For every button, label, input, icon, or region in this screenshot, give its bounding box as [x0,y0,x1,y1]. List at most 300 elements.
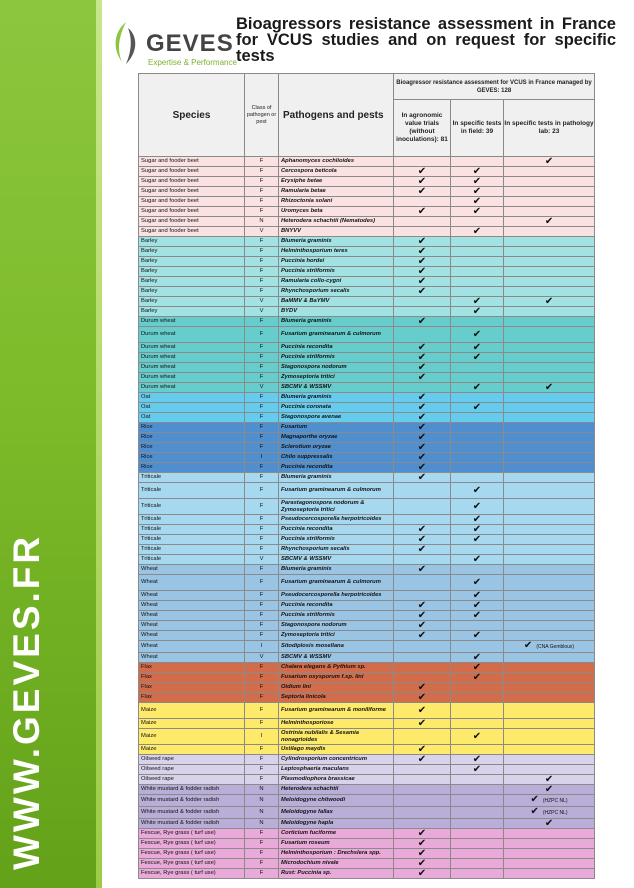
species-cell [139,423,245,433]
field-check-cell [451,453,504,463]
field-check-cell [451,849,504,859]
pathogen-text: Microdochium nivale [281,860,339,866]
lab-check-cell [504,413,595,423]
table-row [139,403,595,413]
species-text: Durum wheat [141,354,176,360]
table-row [139,525,595,535]
table-row [139,869,595,879]
species-cell [139,343,245,353]
lab-check-cell [504,719,595,729]
species-text: Triticale [141,503,162,509]
species-cell [139,453,245,463]
class-text: F [259,830,264,836]
checkmark-icon: ✔ [417,256,427,267]
pathogen-text: Erysiphe betae [281,178,323,184]
class-text: F [259,602,264,608]
column-header-field: In specific tests in field: 39 [451,100,504,157]
class-cell [245,433,279,443]
species-text: Wheat [141,612,158,618]
lab-check-cell [504,575,595,591]
class-cell [245,297,279,307]
species-cell [139,719,245,729]
checkmark-icon: ✔ [417,600,427,611]
checkmark-icon: ✔ [417,534,427,545]
checkmark-icon: ✔ [472,600,482,611]
species-cell [139,207,245,217]
pathogen-cell [279,535,394,545]
table-row [139,287,595,297]
field-check-cell [451,653,504,663]
lab-check-cell [504,187,595,197]
class-cell [245,327,279,343]
lab-check-cell [504,591,595,601]
class-text: F [259,632,264,638]
field-check-cell [451,819,504,829]
species-text: Sugar and fooder beet [141,198,199,204]
checkmark-icon: ✔ [472,186,482,197]
class-text: V [259,556,264,562]
lab-check-cell [504,217,595,227]
species-cell [139,729,245,745]
agronomic-check-cell [394,227,451,237]
species-text: Durum wheat [141,318,176,324]
pathogen-cell [279,443,394,453]
class-text: F [259,238,264,244]
agronomic-check-cell [394,869,451,879]
class-cell [245,207,279,217]
pathogen-cell [279,257,394,267]
species-cell [139,859,245,869]
class-text: I [260,643,263,649]
species-text: Flax [141,694,152,700]
class-cell [245,819,279,829]
lab-check-cell [504,545,595,555]
class-cell [245,237,279,247]
pathogen-cell [279,611,394,621]
field-check-cell [451,373,504,383]
class-cell [245,197,279,207]
pathogen-text: Helminthosporium : Drechslera spp. [281,850,381,856]
class-cell [245,393,279,403]
checkmark-icon: ✔ [523,640,533,651]
agronomic-check-cell [394,197,451,207]
species-text: Triticale [141,536,162,542]
checkmark-icon: ✔ [472,731,482,742]
table-row [139,703,595,719]
pathogen-cell [279,217,394,227]
species-cell [139,317,245,327]
pathogen-text: Puccinia striiformis [281,612,335,618]
table-row [139,555,595,565]
species-text: Wheat [141,602,158,608]
class-text: F [259,474,264,480]
pathogen-text: Puccinia hordei [281,258,325,264]
agronomic-check-cell [394,729,451,745]
agronomic-check-cell [394,565,451,575]
species-cell [139,473,245,483]
agronomic-check-cell [394,277,451,287]
class-cell [245,703,279,719]
species-cell [139,641,245,653]
species-cell [139,217,245,227]
sidebar-band [0,0,100,888]
species-cell [139,297,245,307]
species-text: Wheat [141,654,158,660]
species-text: Rice [141,464,153,470]
class-cell [245,683,279,693]
agronomic-check-cell [394,353,451,363]
table-row [139,227,595,237]
class-cell [245,775,279,785]
agronomic-check-cell [394,745,451,755]
checkmark-icon: ✔ [417,848,427,859]
checkmark-icon: ✔ [472,610,482,621]
species-cell [139,307,245,317]
pathogen-cell [279,483,394,499]
agronomic-check-cell [394,433,451,443]
table-row [139,611,595,621]
table-row [139,545,595,555]
class-cell [245,575,279,591]
lab-check-cell [504,515,595,525]
pathogen-text: Fusarium roseum [281,840,330,846]
checkmark-icon: ✔ [417,858,427,869]
pathogen-cell [279,307,394,317]
pathogen-text: Puccinia striiformis [281,268,335,274]
agronomic-check-cell [394,177,451,187]
species-cell [139,373,245,383]
class-text: F [259,198,264,204]
checkmark-icon: ✔ [417,236,427,247]
class-cell [245,287,279,297]
species-text: Barley [141,268,158,274]
table-row [139,483,595,499]
field-check-cell [451,535,504,545]
field-check-cell [451,525,504,535]
table-row [139,849,595,859]
species-cell [139,819,245,829]
pathogen-cell [279,423,394,433]
agronomic-check-cell [394,775,451,785]
class-cell [245,277,279,287]
lab-check-cell [504,483,595,499]
pathogen-cell [279,565,394,575]
pathogen-cell [279,463,394,473]
class-text: F [259,526,264,532]
field-check-cell [451,869,504,879]
checkmark-icon: ✔ [544,296,554,307]
checkmark-icon: ✔ [544,156,554,167]
field-check-cell [451,423,504,433]
class-text: F [259,268,264,274]
checkmark-icon: ✔ [472,329,482,340]
species-text: Sugar and fooder beet [141,228,199,234]
table-row [139,729,595,745]
field-check-cell [451,765,504,775]
field-check-cell [451,565,504,575]
agronomic-check-cell [394,217,451,227]
checkmark-icon: ✔ [417,524,427,535]
field-check-cell [451,703,504,719]
class-cell [245,343,279,353]
species-cell [139,483,245,499]
table-row [139,765,595,775]
agronomic-check-cell [394,157,451,167]
pathogen-text: Blumeria graminis [281,318,332,324]
agronomic-check-cell [394,545,451,555]
table-row [139,393,595,403]
page-title: Bioagressors resistance assessment in France for VCUS studies and on request for specific tests [236,15,616,65]
species-text: Maize [141,707,157,713]
class-cell [245,745,279,755]
agronomic-check-cell [394,555,451,565]
class-text: F [259,503,264,509]
class-text: F [259,566,264,572]
pathogen-cell [279,177,394,187]
column-header-class: Class of pathogen or pest [245,74,279,157]
pathogen-text: Corticium fuciforme [281,830,337,836]
lab-check-cell [504,403,595,413]
checkmark-icon: ✔ [417,754,427,765]
pathogen-text: Heterodera schachtii [281,786,339,792]
lab-check-cell [504,463,595,473]
lab-check-cell [504,795,595,807]
class-text: F [259,579,264,585]
field-check-cell [451,287,504,297]
lab-check-cell [504,277,595,287]
lab-check-cell [504,177,595,187]
brand-tagline: Expertise & Performance [148,58,237,67]
checkmark-icon: ✔ [417,564,427,575]
checkmark-icon: ✔ [472,485,482,496]
species-text: White mustard & fodder radish [141,820,220,826]
field-check-cell [451,277,504,287]
pathogen-cell [279,807,394,819]
pathogen-cell [279,621,394,631]
table-row [139,307,595,317]
table-row [139,795,595,807]
class-text: F [259,288,264,294]
website-url[interactable]: WWW.GEVES.FR [6,533,47,870]
class-cell [245,483,279,499]
table-row [139,663,595,673]
class-text: F [259,516,264,522]
table-row [139,839,595,849]
checkmark-icon: ✔ [472,554,482,565]
pathogen-text: Puccinia striiformis [281,536,335,542]
table-row [139,673,595,683]
species-cell [139,247,245,257]
field-check-cell [451,807,504,819]
table-row [139,621,595,631]
species-text: Wheat [141,566,158,572]
class-text: F [259,178,264,184]
agronomic-check-cell [394,247,451,257]
species-cell [139,545,245,555]
pathogen-text: Fusarium [281,424,308,430]
class-cell [245,187,279,197]
class-text: V [259,228,264,234]
species-text: Wheat [141,632,158,638]
pathogen-cell [279,499,394,515]
lab-check-cell [504,849,595,859]
checkmark-icon: ✔ [472,524,482,535]
agronomic-check-cell [394,703,451,719]
lab-check-cell [504,353,595,363]
species-cell [139,591,245,601]
pathogen-cell [279,719,394,729]
pathogen-cell [279,839,394,849]
pathogen-text: Rhizoctonia solani [281,198,333,204]
species-cell [139,277,245,287]
table-row [139,257,595,267]
species-cell [139,393,245,403]
pathogen-text: Chalara elegans & Pythium sp. [281,664,366,670]
agronomic-check-cell [394,317,451,327]
agronomic-check-cell [394,499,451,515]
table-row [139,591,595,601]
table-row [139,829,595,839]
species-cell [139,463,245,473]
lab-check-cell [504,343,595,353]
species-cell [139,403,245,413]
species-text: Sugar and fooder beet [141,158,199,164]
class-cell [245,765,279,775]
pathogen-cell [279,765,394,775]
pathogen-text: Blumeria graminis [281,566,332,572]
pathogen-text: Septoria linicola [281,694,326,700]
agronomic-check-cell [394,267,451,277]
checkmark-icon: ✔ [472,382,482,393]
field-check-cell [451,217,504,227]
lab-check-cell [504,535,595,545]
species-text: Flax [141,684,152,690]
checkmark-icon: ✔ [417,472,427,483]
species-text: Oilseed rape [141,776,174,782]
species-cell [139,157,245,167]
agronomic-check-cell [394,443,451,453]
class-text: V [259,384,264,390]
pathogen-text: Leptosphaeria maculans [281,766,349,772]
species-text: Wheat [141,592,158,598]
species-cell [139,745,245,755]
class-text: F [259,756,264,762]
pathogen-cell [279,745,394,755]
pathogen-text: Helminthosporiose [281,720,334,726]
pathogen-cell [279,795,394,807]
lab-check-cell [504,703,595,719]
class-cell [245,829,279,839]
class-cell [245,403,279,413]
class-cell [245,631,279,641]
pathogen-cell [279,775,394,785]
agronomic-check-cell [394,515,451,525]
agronomic-check-cell [394,641,451,653]
class-text: N [259,797,264,803]
species-cell [139,621,245,631]
table-row [139,775,595,785]
field-check-cell [451,611,504,621]
agronomic-check-cell [394,653,451,663]
class-text: F [259,318,264,324]
species-text: Flax [141,674,152,680]
pathogen-cell [279,673,394,683]
lab-check-cell [504,683,595,693]
table-row [139,807,595,819]
class-cell [245,463,279,473]
pathogen-cell [279,353,394,363]
pathogen-cell [279,167,394,177]
class-text: N [259,820,264,826]
field-check-cell [451,499,504,515]
class-cell [245,423,279,433]
field-check-cell [451,343,504,353]
lab-check-cell [504,785,595,795]
table-row [139,535,595,545]
class-cell [245,363,279,373]
species-cell [139,413,245,423]
species-text: Barley [141,248,158,254]
checkmark-icon: ✔ [417,372,427,383]
checkmark-icon: ✔ [417,620,427,631]
agronomic-check-cell [394,839,451,849]
lab-check-cell [504,601,595,611]
class-cell [245,257,279,267]
pathogen-text: Aphanomyces cochlioides [281,158,355,164]
agronomic-check-cell [394,287,451,297]
pathogen-cell [279,591,394,601]
species-cell [139,869,245,879]
class-cell [245,555,279,565]
class-cell [245,795,279,807]
lab-check-cell [504,197,595,207]
class-cell [245,719,279,729]
pathogen-cell [279,515,394,525]
class-cell [245,859,279,869]
checkmark-icon: ✔ [530,806,539,817]
class-text: F [259,374,264,380]
species-text: Durum wheat [141,331,176,337]
checkmark-icon: ✔ [417,718,427,729]
species-text: Durum wheat [141,384,176,390]
agronomic-check-cell [394,307,451,317]
pathogen-cell [279,755,394,765]
class-cell [245,545,279,555]
species-cell [139,673,245,683]
pathogen-text: Puccinia striiformis [281,354,335,360]
lab-check-cell [504,663,595,673]
class-text: F [259,664,264,670]
class-cell [245,353,279,363]
table-row [139,217,595,227]
species-text: Oat [141,414,151,420]
lab-check-cell [504,423,595,433]
class-text: N [259,809,264,815]
agronomic-check-cell [394,719,451,729]
field-check-cell [451,859,504,869]
lab-check-cell [504,227,595,237]
species-text: Triticale [141,516,162,522]
pathogen-text: SBCMV & WSSMV [281,556,332,562]
species-text: Fescue, Rye grass ( turf use) [141,840,216,846]
class-text: F [259,434,264,440]
class-cell [245,247,279,257]
table-row [139,343,595,353]
pathogen-text: Blumeria graminis [281,474,332,480]
checkmark-icon: ✔ [417,402,427,413]
checkmark-icon: ✔ [544,216,554,227]
field-check-cell [451,383,504,393]
